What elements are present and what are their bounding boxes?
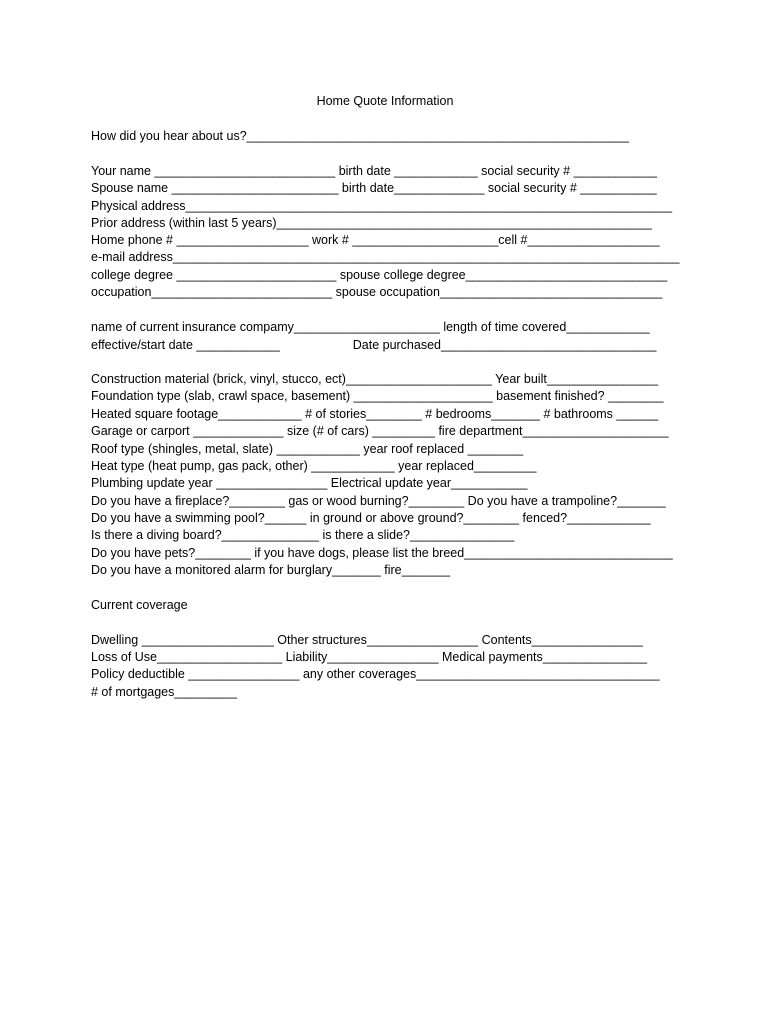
field-foundation-type: Foundation type (slab, crawl space, basement) ____________________ basement finished? ________ bbox=[91, 389, 664, 403]
field-garage: Garage or carport _____________ size (# of cars) _________ fire department_____________________ bbox=[91, 424, 669, 438]
field-phones: Home phone # ___________________ work # _____________________cell #___________________ bbox=[91, 233, 660, 247]
section-current-coverage: Current coverage bbox=[91, 598, 188, 612]
field-spouse-name: Spouse name ________________________ birth date_____________ social security # ___________ bbox=[91, 181, 657, 195]
field-pets: Do you have pets?________ if you have dogs, please list the breed______________________________ bbox=[91, 546, 673, 560]
field-effective-date: effective/start date ____________ Date purchased_______________________________ bbox=[91, 338, 657, 352]
field-mortgages: # of mortgages_________ bbox=[91, 685, 237, 699]
field-alarm: Do you have a monitored alarm for burglary_______ fire_______ bbox=[91, 563, 451, 577]
field-occupation: occupation__________________________ spouse occupation________________________________ bbox=[91, 285, 663, 299]
field-your-name: Your name __________________________ birth date ____________ social security # ____________ bbox=[91, 164, 657, 178]
field-roof-type: Roof type (shingles, metal, slate) ____________ year roof replaced ________ bbox=[91, 442, 524, 456]
field-fireplace: Do you have a fireplace?________ gas or wood burning?________ Do you have a trampoline?_______ bbox=[91, 494, 666, 508]
field-current-insurance: name of current insurance compamy_____________________ length of time covered____________ bbox=[91, 320, 650, 334]
field-swimming-pool: Do you have a swimming pool?______ in ground or above ground?________ fenced?____________ bbox=[91, 511, 651, 525]
field-dwelling: Dwelling ___________________ Other structures________________ Contents________________ bbox=[91, 633, 643, 647]
field-square-footage: Heated square footage____________ # of stories________ # bedrooms_______ # bathrooms ______ bbox=[91, 407, 659, 421]
field-prior-address: Prior address (within last 5 years)______________________________________________________ bbox=[91, 216, 652, 230]
field-plumbing-electrical: Plumbing update year ________________ Electrical update year___________ bbox=[91, 476, 528, 490]
field-physical-address: Physical address______________________________________________________________________ bbox=[91, 199, 673, 213]
field-email: e-mail address_________________________________________________________________________ bbox=[91, 250, 680, 264]
field-heard-about-us: How did you hear about us?_______________________________________________________ bbox=[91, 129, 630, 143]
page-title: Home Quote Information bbox=[316, 94, 454, 108]
field-policy-deductible: Policy deductible ________________ any other coverages___________________________________ bbox=[91, 667, 660, 681]
field-construction-material: Construction material (brick, vinyl, stucco, ect)_____________________ Year built________________ bbox=[91, 372, 659, 386]
field-college-degree: college degree _______________________ spouse college degree_____________________________ bbox=[91, 268, 668, 282]
field-heat-type: Heat type (heat pump, gas pack, other) ____________ year replaced_________ bbox=[91, 459, 537, 473]
field-diving-board: Is there a diving board?______________ is there a slide?_______________ bbox=[91, 528, 515, 542]
field-loss-of-use: Loss of Use__________________ Liability________________ Medical payments_______________ bbox=[91, 650, 648, 664]
